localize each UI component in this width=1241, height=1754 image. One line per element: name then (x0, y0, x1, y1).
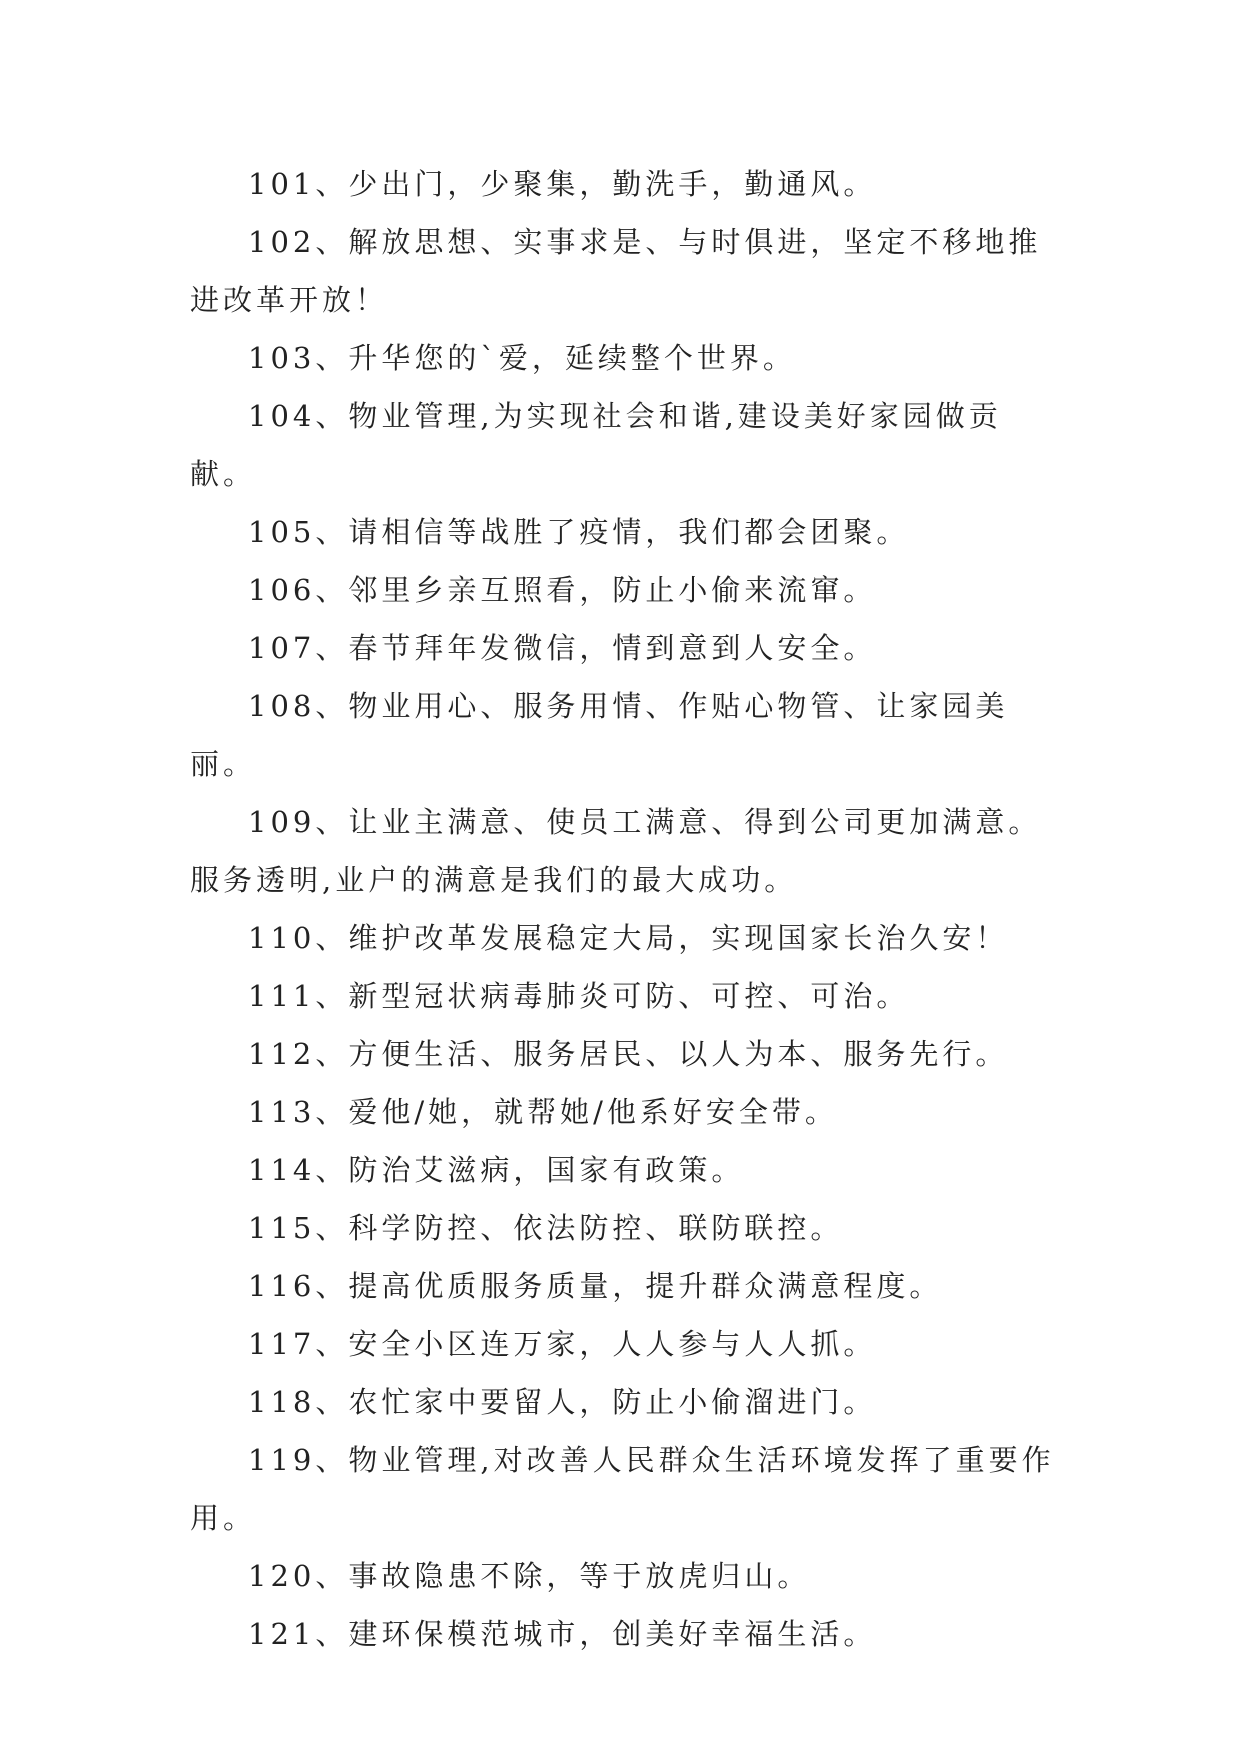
slogan-paragraph: 110、维护改革发展稳定大局，实现国家长治久安！ (248, 921, 1009, 955)
slogan-paragraph: 120、事故隐患不除，等于放虎归山。 (248, 1559, 811, 1593)
slogan-paragraph: 113、爱他/她，就帮她/他系好安全带。 (248, 1095, 838, 1129)
slogan-paragraph: 117、安全小区连万家，人人参与人人抓。 (248, 1327, 877, 1361)
slogan-paragraph: 106、邻里乡亲互照看，防止小偷来流窜。 (248, 573, 877, 607)
slogan-paragraph: 112、方便生活、服务居民、以人为本、服务先行。 (248, 1037, 1009, 1071)
slogan-paragraph: 104、物业管理,为实现社会和谐,建设美好家园做贡献。 (190, 399, 1002, 491)
slogan-paragraph: 118、农忙家中要留人，防止小偷溜进门。 (248, 1385, 877, 1419)
slogan-paragraph: 107、春节拜年发微信，情到意到人安全。 (248, 631, 877, 665)
document-body (190, 155, 1060, 1663)
slogan-paragraph: 116、提高优质服务质量，提升群众满意程度。 (248, 1269, 943, 1303)
slogan-paragraph: 119、物业管理,对改善人民群众生活环境发挥了重要作用。 (190, 1443, 1055, 1535)
slogan-paragraph: 114、防治艾滋病，国家有政策。 (248, 1153, 745, 1187)
slogan-paragraph: 102、解放思想、实事求是、与时俱进，坚定不移地推进改革开放！ (190, 225, 1042, 317)
slogan-paragraph: 108、物业用心、服务用情、作贴心物管、让家园美丽。 (190, 689, 1009, 781)
slogan-paragraph: 101、少出门，少聚集，勤洗手，勤通风。 (248, 167, 877, 201)
slogan-paragraph: 103、升华您的`爱，延续整个世界。 (248, 341, 796, 375)
slogan-paragraph: 111、新型冠状病毒肺炎可防、可控、可治。 (248, 979, 910, 1013)
slogan-paragraph: 105、请相信等战胜了疫情，我们都会团聚。 (248, 515, 910, 549)
slogan-paragraph: 121、建环保模范城市，创美好幸福生活。 (248, 1617, 877, 1651)
slogan-paragraph: 109、让业主满意、使员工满意、得到公司更加满意。服务透明,业户的满意是我们的最大成功。 (190, 805, 1042, 897)
slogan-paragraph: 115、科学防控、依法防控、联防联控。 (248, 1211, 844, 1245)
